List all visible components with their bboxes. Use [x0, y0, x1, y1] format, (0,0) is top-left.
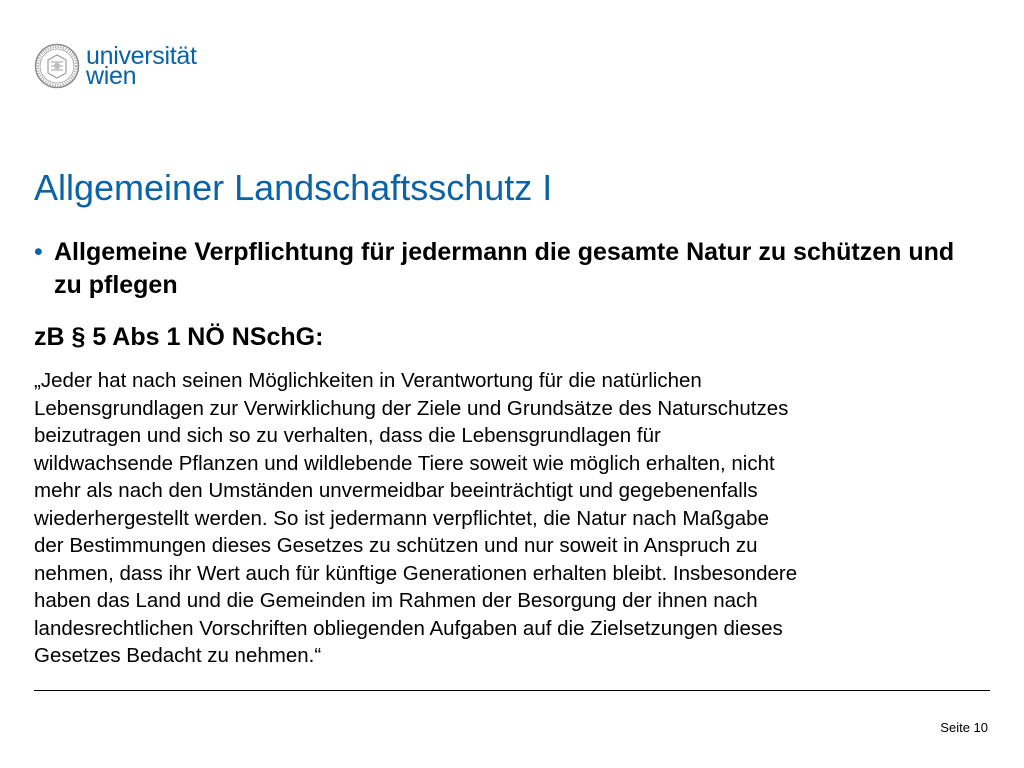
bullet-dot: • — [34, 238, 43, 266]
university-logo — [34, 42, 197, 90]
quote-line: wiederhergestellt werden. So ist jedermann verpflichtet, die Natur nach Maßgabe — [34, 506, 769, 530]
quote-line: wildwachsende Pflanzen und wildlebende Tiere soweit wie möglich erhalten, nicht — [34, 451, 775, 475]
bullet-point — [34, 236, 984, 302]
page-number: Seite 10 — [940, 720, 988, 735]
quote-line: „Jeder hat nach seinen Möglichkeiten in Verantwortung für die natürlichen — [34, 369, 702, 392]
university-seal-icon — [34, 43, 80, 89]
quote-line: der Bestimmungen dieses Gesetzes zu schützen und nur soweit in Anspruch zu — [34, 534, 758, 557]
logo-line-wien: wien — [86, 62, 137, 90]
quote-line: landesrechtlichen Vorschriften obliegenden Aufgaben auf die Zielsetzungen dieses — [34, 616, 783, 640]
quote-line: Lebensgrundlagen zur Verwirklichung der Ziele und Grundsätze des Naturschutzes — [34, 396, 789, 420]
quote-line: mehr als nach den Umständen unvermeidbar beeinträchtigt und gegebenenfalls — [34, 479, 758, 502]
law-quote — [34, 367, 989, 670]
quote-line: Gesetzes Bedacht zu nehmen.“ — [34, 644, 322, 667]
logo-wordmark — [86, 42, 197, 90]
logo-line-universitaet: universität — [86, 42, 197, 70]
quote-line: beizutragen und sich so zu verhalten, dass die Lebensgrundlagen für — [34, 424, 661, 447]
bullet-text: Allgemeine Verpflichtung für jedermann die gesamte Natur zu schützen und zu pflegen — [54, 238, 955, 299]
quote-line: haben das Land und die Gemeinden im Rahmen der Besorgung der ihnen nach — [34, 589, 758, 612]
quote-line: nehmen, dass ihr Wert auch für künftige Generationen erhalten bleibt. Insbesondere — [34, 561, 798, 585]
slide-title: Allgemeiner Landschaftsschutz I — [34, 167, 553, 208]
law-reference-heading: zB § 5 Abs 1 NÖ NSchG: — [34, 323, 324, 351]
footer-divider — [34, 690, 990, 691]
